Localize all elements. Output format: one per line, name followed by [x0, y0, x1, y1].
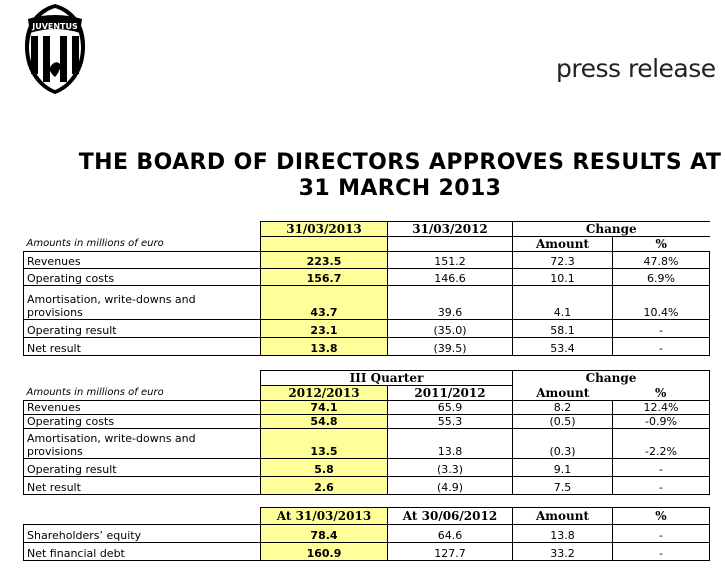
col-current: 2012/2013: [261, 386, 388, 401]
balance-table: [23, 507, 710, 561]
juventus-logo: [22, 3, 88, 95]
amount-header: Amount: [513, 386, 613, 401]
col-previous: At 30/06/2012: [388, 508, 513, 525]
units-label: Amounts in millions of euro: [24, 237, 261, 252]
units-label: Amounts in millions of euro: [24, 386, 261, 401]
table-row: Net financial debt 160.9 127.7 33.2 -: [24, 543, 710, 561]
results-table-quarter: [23, 370, 710, 495]
results-table-ytd: [23, 221, 710, 356]
quarter-header: III Quarter: [261, 371, 513, 386]
table-row: Amortisation, write-downs and provisions 43.7 39.6 4.1 10.4%: [24, 286, 710, 320]
table-row: Revenues 223.5 151.2 72.3 47.8%: [24, 252, 710, 269]
amount-header: Amount: [513, 237, 613, 252]
table-row: Revenues 74.1 65.9 8.2 12.4%: [24, 401, 710, 415]
table-row: Operating costs 54.8 55.3 (0.5) -0.9%: [24, 415, 710, 429]
page-title-line1: THE BOARD OF DIRECTORS APPROVES RESULTS AT: [78, 150, 722, 175]
pct-header: %: [613, 508, 710, 525]
table-row: Operating result 5.8 (3.3) 9.1 -: [24, 459, 710, 477]
col-previous: 2011/2012: [388, 386, 513, 401]
table-row: Operating costs 156.7 146.6 10.1 6.9%: [24, 269, 710, 286]
page-title-line2: 31 MARCH 2013: [298, 176, 502, 201]
table-row: Shareholders’ equity 78.4 64.6 13.8 -: [24, 525, 710, 543]
svg-text:JUVENTUS: JUVENTUS: [32, 22, 78, 31]
table-row: Net result 2.6 (4.9) 7.5 -: [24, 477, 710, 495]
col-current: At 31/03/2013: [261, 508, 388, 525]
pct-header: %: [613, 386, 710, 401]
table-row: Operating result 23.1 (35.0) 58.1 -: [24, 320, 710, 338]
amount-header: Amount: [513, 508, 613, 525]
col-previous: 31/03/2012: [388, 222, 513, 237]
change-header: Change: [513, 222, 710, 237]
col-current: 31/03/2013: [261, 222, 388, 237]
table-row: Amortisation, write-downs and provisions 13.5 13.8 (0.3) -2.2%: [24, 429, 710, 459]
pct-header: %: [613, 237, 710, 252]
press-release-label: press release: [556, 54, 716, 83]
change-header: Change: [513, 371, 710, 386]
table-row: Net result 13.8 (39.5) 53.4 -: [24, 338, 710, 356]
